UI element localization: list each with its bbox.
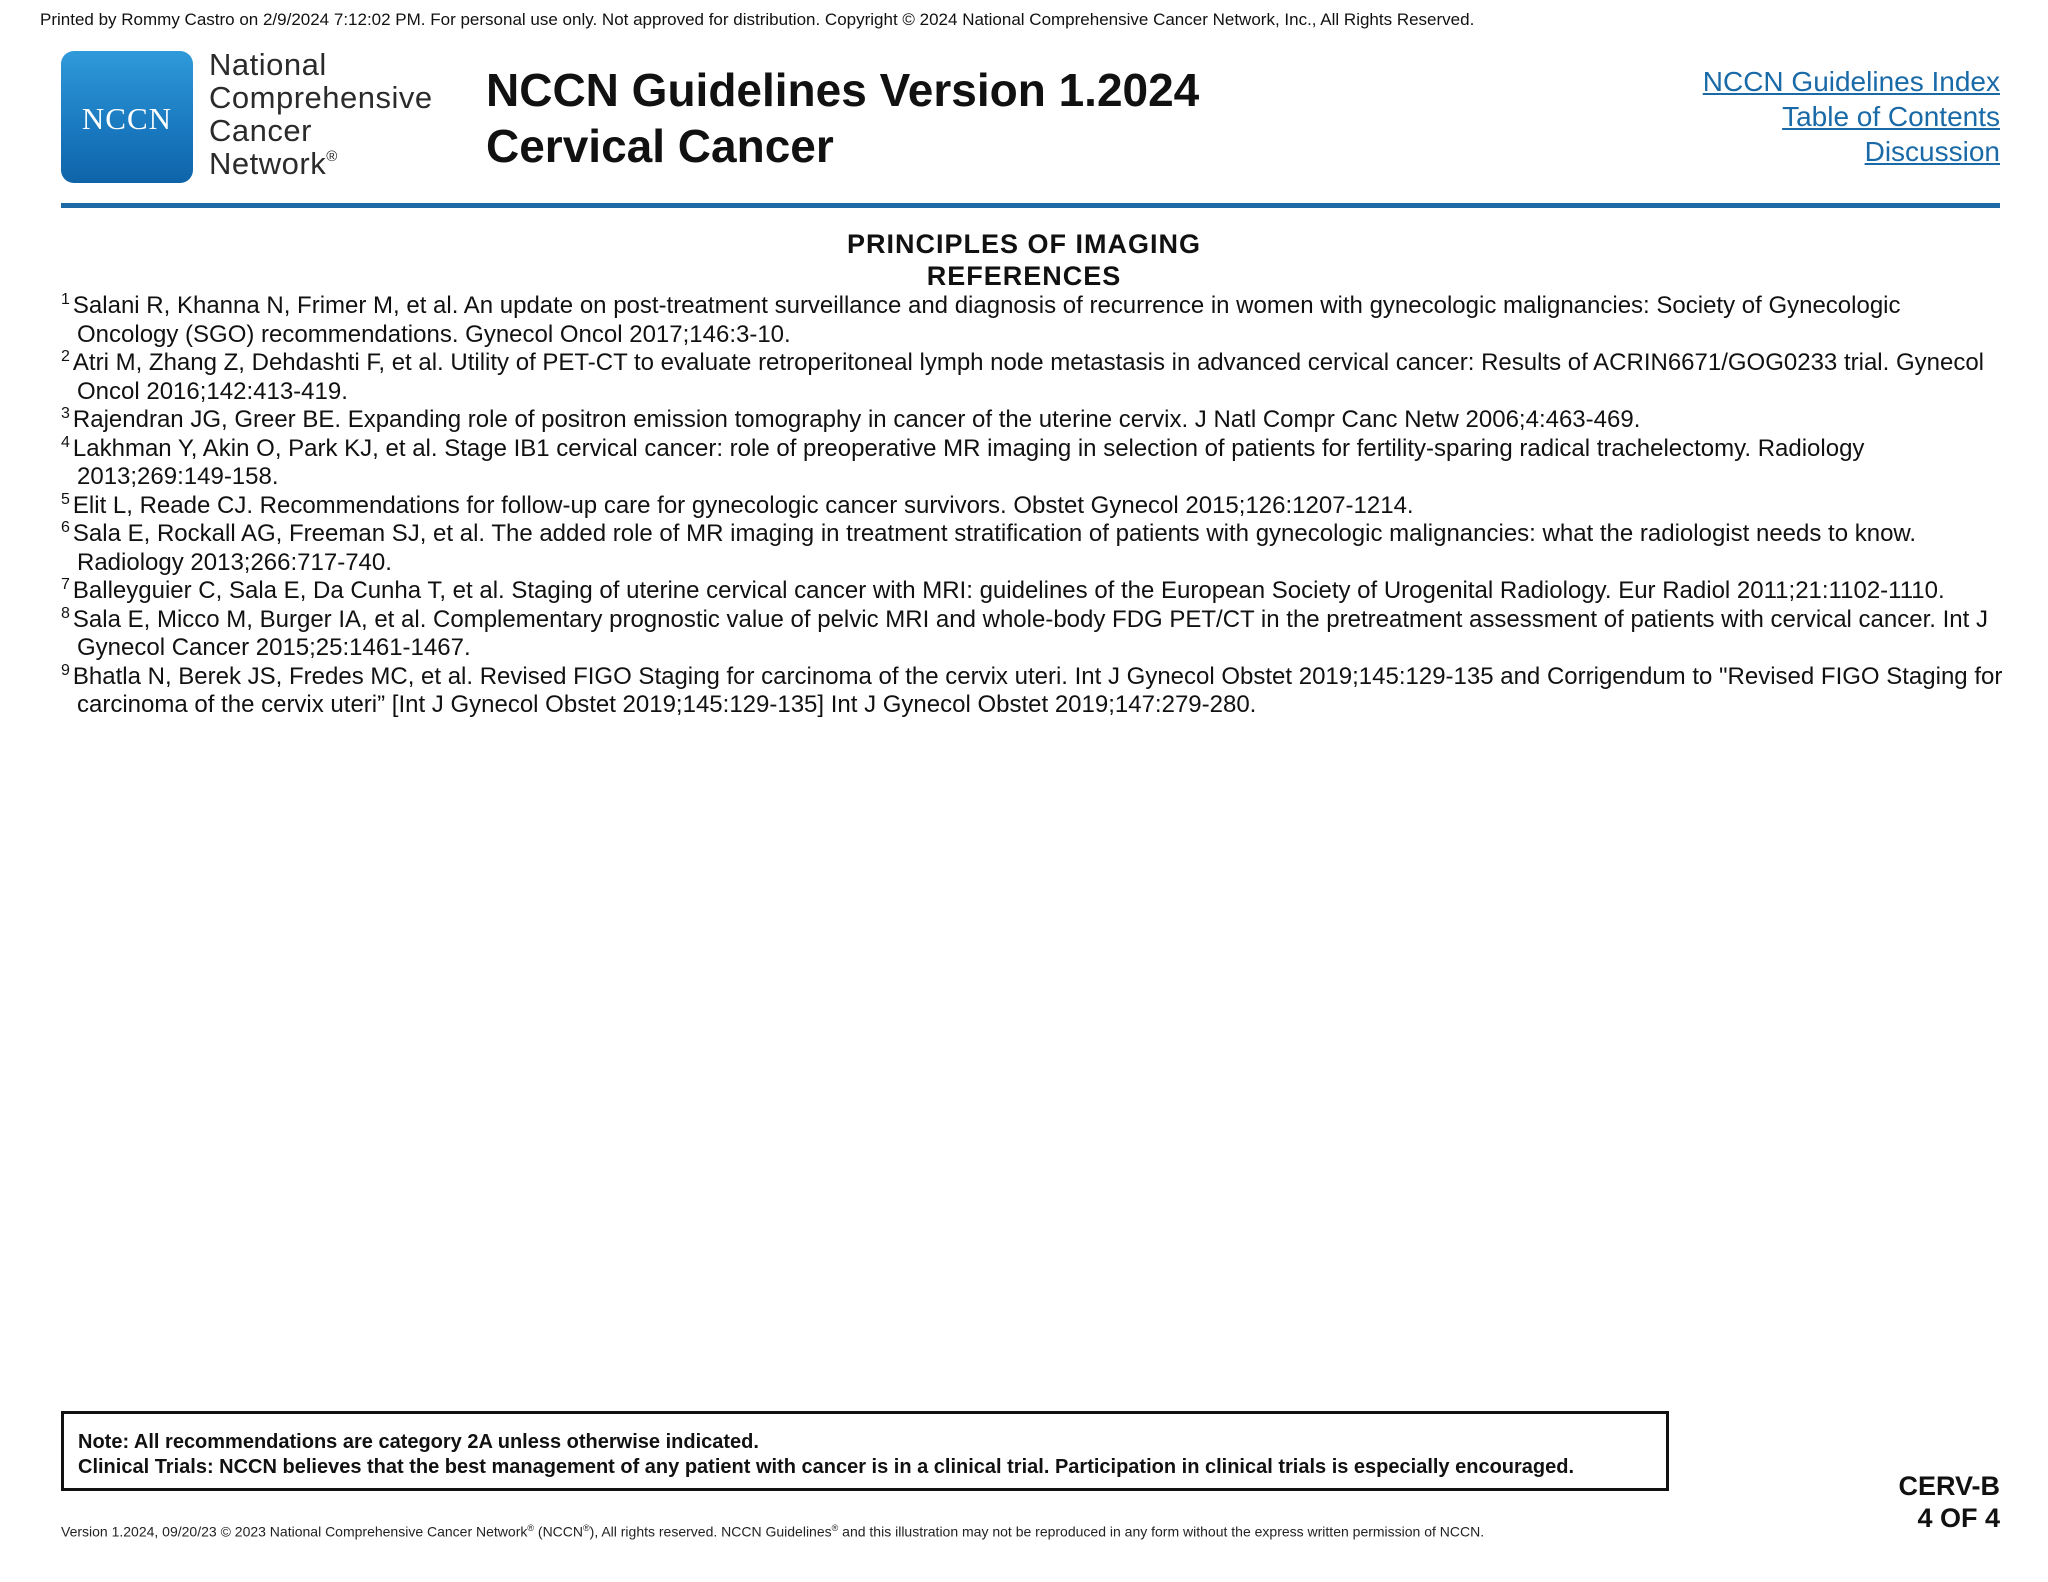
page-identifier [1898,1470,2000,1534]
discussion-link[interactable]: Discussion [1864,136,2000,167]
org-line: Cancer [209,113,312,148]
print-notice: Printed by Rommy Castro on 2/9/2024 7:12:02 PM. For personal use only. Not approved for distribution. Copyright © 2024 National Comprehensive Cancer Network, Inc., All Rights Reserved. [40,10,1475,29]
reference-number: 1 [61,291,70,308]
table-of-contents-link[interactable]: Table of Contents [1782,101,2000,132]
registered-mark: ® [527,1523,535,1533]
org-line: Network® [209,146,338,181]
reference-item [61,435,2008,492]
registered-mark: ® [583,1523,590,1533]
reference-text: Rajendran JG, Greer BE. Expanding role of positron emission tomography in cancer of the uterine cervix. J Natl Compr Canc Netw 2006;4:463-469. [72,406,1641,433]
category-note: Note: All recommendations are category 2A unless otherwise indicated. [78,1431,759,1453]
reference-number: 7 [61,576,70,593]
title-topic: Cervical Cancer [486,120,834,172]
section-subtitle: REFERENCES [926,261,1122,291]
reference-number: 2 [61,348,70,365]
header-divider [61,203,2000,208]
logo-text: NCCN [81,101,173,136]
reference-item [61,292,2008,349]
reference-item [61,406,2008,435]
reference-number: 4 [61,433,70,451]
reference-text: Lakhman Y, Akin O, Park KJ, et al. Stage IB1 cervical cancer: role of preoperative MR imaging in selection of patients for fertility-sparing radical trachelectomy. Radiology 2013;269:149-158. [72,434,1865,490]
reference-list [61,292,2008,720]
reference-item [61,349,2008,406]
registered-mark: ® [326,148,338,165]
org-line: Comprehensive [209,80,433,115]
nav-links [1703,64,2000,169]
section-heading [0,228,2048,292]
reference-text: Atri M, Zhang Z, Dehdashti F, et al. Utility of PET-CT to evaluate retroperitoneal lymph node metastasis in advanced cervical cancer: Results of ACRIN6671/GOG0233 trial. Gynecol Oncol 2016;142:413-419. [72,349,1984,405]
guidelines-index-link[interactable]: NCCN Guidelines Index [1702,66,2000,97]
reference-number: 9 [61,661,70,679]
footer-copyright: Version 1.2024, 09/20/23 © 2023 National Comprehensive Cancer Network® (NCCN®), All rights reserved. NCCN Guidelines® and this illustration may not be reproduced in any form without the express written permission of NCCN. [61,1523,1485,1540]
page-number: 4 OF 4 [1917,1503,2000,1533]
reference-item [61,520,2008,577]
reference-text: Sala E, Rockall AG, Freeman SJ, et al. The added role of MR imaging in treatment stratification of patients with gynecologic malignancies: what the radiologist needs to know. Radiology 2013;266:717-740. [72,520,1917,576]
reference-item [61,577,2008,606]
organization-name [209,48,433,180]
reference-number: 3 [61,405,70,422]
registered-mark: ® [831,1523,839,1533]
clinical-trials-note: Clinical Trials: NCCN believes that the best management of any patient with cancer is in a clinical trial. Participation in clinical trials is especially encouraged. [78,1456,1575,1478]
reference-item [61,606,2008,663]
title-version: NCCN Guidelines Version 1.2024 [486,64,1200,116]
page-code: CERV-B [1898,1471,2000,1501]
reference-number: 6 [61,519,70,536]
nccn-logo [61,51,193,183]
reference-text: Balleyguier C, Sala E, Da Cunha T, et al. Staging of uterine cervical cancer with MRI: guidelines of the European Society of Urogenital Radiology. Eur Radiol 2011;21:1102-1110. [72,577,1945,604]
note-box [61,1411,1669,1491]
reference-number: 5 [61,490,70,508]
section-title: PRINCIPLES OF IMAGING [846,229,1202,259]
document-title [486,62,1199,174]
reference-item [61,492,2008,521]
reference-item [61,663,2008,720]
reference-number: 8 [61,604,70,622]
reference-text: Elit L, Reade CJ. Recommendations for follow-up care for gynecologic cancer survivors. Obstet Gynecol 2015;126:1207-1214. [72,491,1414,519]
org-line: National [209,47,327,82]
reference-text: Bhatla N, Berek JS, Fredes MC, et al. Revised FIGO Staging for carcinoma of the cervix uteri. Int J Gynecol Obstet 2019;145:129-135 and Corrigendum to "Revised FIGO Staging for carcinoma of the cervix uteri” [Int J Gynecol Obstet 2019;145:129-135] Int J Gynecol Obstet 2019;147:279-280. [72,662,2003,718]
reference-text: Sala E, Micco M, Burger IA, et al. Complementary prognostic value of pelvic MRI and whole-body FDG PET/CT in the pretreatment assessment of patients with cervical cancer. Int J Gynecol Cancer 2015;25:1461-1467. [72,605,1988,661]
reference-text: Salani R, Khanna N, Frimer M, et al. An update on post-treatment surveillance and diagnosis of recurrence in women with gynecologic malignancies: Society of Gynecologic Oncology (SGO) recommendations. Gynecol Oncol 2017;146:3-10. [72,292,1901,348]
